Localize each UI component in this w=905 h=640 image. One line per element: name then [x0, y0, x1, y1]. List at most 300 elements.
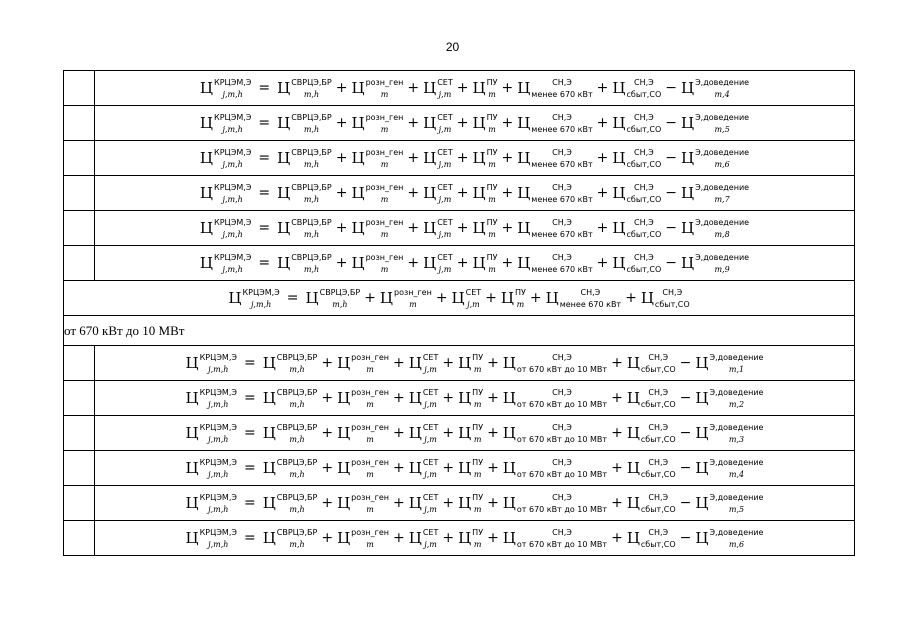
formula-row [64, 346, 855, 381]
subscript: m [516, 299, 525, 309]
formula-term [452, 288, 482, 309]
price-symbol: Ц [472, 219, 486, 237]
formula-term [351, 218, 403, 239]
term-scripts [627, 78, 662, 99]
term-scripts [200, 423, 237, 444]
term-scripts [487, 183, 498, 204]
plus-sign: + [392, 355, 405, 371]
term-scripts [517, 388, 607, 409]
superscript: СН,Э [552, 422, 572, 432]
subscript: j,m [438, 159, 452, 169]
formula-term [612, 218, 661, 239]
price-symbol: Ц [502, 424, 516, 442]
term-scripts [641, 493, 676, 514]
subscript: m [473, 399, 482, 409]
price-symbol: Ц [262, 494, 276, 512]
superscript: розн_ген [351, 422, 389, 432]
plus-sign: + [407, 255, 420, 271]
superscript: розн_ген [394, 287, 432, 297]
formula-term [546, 288, 621, 309]
superscript: СЕТ [437, 112, 453, 122]
subscript: m [380, 229, 389, 239]
formula-term [409, 423, 439, 444]
formula-term [517, 183, 592, 204]
superscript: СН,Э [552, 147, 572, 157]
term-scripts [351, 353, 389, 374]
term-scripts [437, 218, 453, 239]
subscript: сбыт,СО [626, 264, 662, 274]
superscript: розн_ген [365, 112, 404, 122]
price-symbol: Ц [517, 184, 531, 202]
superscript: розн_ген [365, 182, 404, 192]
price-symbol: Ц [517, 254, 531, 272]
superscript: СН,Э [552, 182, 572, 192]
superscript: СВРЦЭ,БР [276, 527, 318, 537]
plus-sign: + [596, 255, 609, 271]
price-symbol: Ц [695, 529, 709, 547]
superscript: КРЦЭМ,Э [199, 422, 237, 432]
subscript: j,m [424, 434, 437, 444]
blank-cell [64, 346, 95, 381]
equals-sign: = [243, 425, 256, 441]
term-scripts [641, 423, 676, 444]
subscript: m [366, 364, 374, 374]
superscript: СВРЦЭ,БР [291, 217, 332, 227]
subscript: от 670 кВт до 10 МВт [516, 469, 608, 479]
price-symbol: Ц [695, 424, 709, 442]
term-scripts [437, 253, 453, 274]
term-scripts [351, 388, 389, 409]
price-symbol: Ц [502, 459, 516, 477]
minus-sign: − [679, 425, 692, 441]
price-symbol: Ц [680, 184, 695, 202]
plus-sign: + [596, 150, 609, 166]
formula-term [306, 288, 361, 309]
formula-term [627, 458, 676, 479]
formula-term [277, 183, 332, 204]
subscript: j,m,h [208, 434, 229, 444]
subscript: сбыт,СО [654, 299, 690, 309]
term-scripts [291, 113, 332, 134]
formula-term [503, 388, 607, 409]
superscript: розн_ген [365, 252, 404, 262]
subscript: сбыт,СО [626, 89, 662, 99]
price-symbol: Ц [517, 219, 531, 237]
minus-sign: − [665, 220, 677, 236]
superscript: СВРЦЭ,БР [276, 422, 318, 432]
superscript: розн_ген [351, 492, 389, 502]
price-symbol: Ц [517, 79, 531, 97]
superscript: ПУ [486, 147, 498, 157]
term-scripts [291, 253, 332, 274]
price-symbol: Ц [408, 494, 422, 512]
term-scripts [423, 528, 439, 549]
formula-lhs [186, 528, 237, 549]
superscript: СЕТ [422, 492, 439, 502]
term-scripts [709, 493, 763, 514]
subscript: m,1 [728, 364, 745, 374]
plus-sign: + [392, 425, 405, 441]
price-symbol: Ц [640, 289, 654, 307]
price-symbol: Ц [277, 219, 291, 237]
subscript: j,m [424, 364, 437, 374]
price-symbol: Ц [626, 354, 640, 372]
term-scripts [627, 148, 662, 169]
plus-sign: + [611, 355, 623, 371]
subscript: m [473, 434, 482, 444]
price-symbol: Ц [199, 149, 214, 167]
term-scripts [394, 288, 432, 309]
subscript: менее 670 кВт [531, 229, 593, 239]
formula [186, 353, 764, 374]
plus-sign: + [407, 115, 420, 131]
term-scripts [487, 113, 498, 134]
formula-lhs [186, 388, 237, 409]
term-scripts [517, 528, 607, 549]
subscript: j,m [438, 229, 452, 239]
price-symbol: Ц [351, 114, 365, 132]
term-scripts [200, 528, 237, 549]
price-symbol: Ц [199, 219, 214, 237]
subscript: менее 670 кВт [531, 264, 593, 274]
formula-term [472, 148, 497, 169]
formula-row [64, 71, 855, 106]
formula-term [681, 218, 749, 239]
formula-table-body [64, 71, 855, 556]
price-symbol: Ц [517, 149, 531, 167]
term-scripts [214, 253, 251, 274]
superscript: Э,доведение [695, 252, 750, 262]
superscript: розн_ген [365, 77, 404, 87]
superscript: КРЦЭМ,Э [214, 217, 252, 227]
formula-term [695, 423, 763, 444]
formula-term [423, 253, 453, 274]
subscript: j,m [438, 264, 452, 274]
formula-term [627, 388, 676, 409]
superscript: СН,Э [552, 77, 572, 87]
term-scripts [515, 288, 526, 309]
subscript: m [488, 194, 496, 204]
subscript: j,m,h [208, 504, 229, 514]
formula-term [458, 493, 483, 514]
term-scripts [695, 78, 749, 99]
price-symbol: Ц [262, 389, 276, 407]
formula-lhs [186, 423, 237, 444]
formula-term [458, 528, 483, 549]
subscript: менее 670 кВт [531, 194, 593, 204]
superscript: СВРЦЭ,БР [291, 147, 332, 157]
superscript: СЕТ [422, 387, 439, 397]
blank-cell [64, 486, 95, 521]
price-symbol: Ц [451, 289, 465, 307]
subscript: m,h [303, 264, 320, 274]
term-scripts [366, 113, 404, 134]
price-symbol: Ц [423, 79, 437, 97]
superscript: Э,доведение [709, 527, 764, 537]
formula-term [612, 113, 661, 134]
price-symbol: Ц [458, 389, 472, 407]
formula-term [409, 493, 439, 514]
price-symbol: Ц [337, 389, 351, 407]
formula-cell [95, 211, 855, 246]
formula-term [351, 183, 403, 204]
formula-term [337, 458, 389, 479]
formula-lhs [186, 493, 237, 514]
formula [186, 493, 764, 514]
subscript: m [366, 399, 374, 409]
superscript: СЕТ [437, 217, 453, 227]
term-scripts [695, 218, 749, 239]
term-scripts [423, 493, 439, 514]
plus-sign: + [321, 530, 334, 546]
plus-sign: + [625, 290, 637, 306]
term-scripts [277, 458, 318, 479]
subscript: менее 670 кВт [559, 299, 622, 309]
price-symbol: Ц [185, 424, 199, 442]
term-scripts [366, 253, 404, 274]
plus-sign: + [529, 290, 542, 306]
price-symbol: Ц [626, 494, 640, 512]
formula-term [263, 353, 318, 374]
blank-cell [64, 416, 95, 451]
formula-term [472, 253, 497, 274]
superscript: Э,доведение [709, 492, 764, 502]
term-scripts [200, 458, 237, 479]
formula-term [695, 493, 763, 514]
formula [186, 458, 764, 479]
plus-sign: + [596, 185, 609, 201]
formula [200, 218, 749, 239]
formula-term [458, 388, 483, 409]
subscript: m [366, 539, 374, 549]
superscript: ПУ [472, 457, 484, 467]
price-symbol: Ц [612, 254, 626, 272]
price-symbol: Ц [502, 494, 516, 512]
minus-sign: − [679, 355, 692, 371]
plus-sign: + [442, 390, 455, 406]
plus-sign: + [364, 290, 376, 306]
term-scripts [214, 113, 251, 134]
plus-sign: + [501, 80, 514, 96]
term-scripts [277, 493, 318, 514]
formula-row [64, 416, 855, 451]
equals-sign: = [243, 530, 256, 546]
plus-sign: + [456, 255, 469, 271]
superscript: ПУ [472, 387, 484, 397]
superscript: СВРЦЭ,БР [276, 457, 318, 467]
formula-term [423, 113, 453, 134]
minus-sign: − [665, 255, 677, 271]
term-scripts [423, 423, 439, 444]
superscript: СН,Э [648, 422, 669, 432]
subscript: от 670 кВт до 10 МВт [516, 364, 608, 374]
formula-lhs [200, 148, 251, 169]
price-symbol: Ц [408, 529, 422, 547]
term-scripts [437, 113, 453, 134]
superscript: КРЦЭМ,Э [214, 77, 252, 87]
price-symbol: Ц [423, 219, 437, 237]
subscript: m,6 [714, 159, 730, 169]
superscript: СЕТ [422, 422, 439, 432]
subscript: j,m,h [222, 89, 243, 99]
formula-term [612, 148, 661, 169]
term-scripts [366, 218, 404, 239]
formula-term [423, 183, 453, 204]
plus-sign: + [407, 150, 420, 166]
price-symbol: Ц [472, 149, 486, 167]
price-symbol: Ц [545, 289, 559, 307]
price-symbol: Ц [337, 529, 351, 547]
price-symbol: Ц [408, 354, 422, 372]
formula-term [695, 353, 763, 374]
price-symbol: Ц [337, 424, 351, 442]
superscript: СВРЦЭ,БР [319, 287, 361, 297]
minus-sign: − [679, 495, 692, 511]
term-scripts [200, 493, 237, 514]
term-scripts [655, 288, 690, 309]
term-scripts [641, 528, 676, 549]
formula-term [503, 458, 607, 479]
subscript: m [380, 89, 389, 99]
superscript: СВРЦЭ,БР [276, 492, 318, 502]
formula-cell [95, 176, 855, 211]
term-scripts [487, 253, 498, 274]
price-symbol: Ц [626, 529, 640, 547]
price-symbol: Ц [472, 79, 486, 97]
subscript: менее 670 кВт [531, 159, 593, 169]
term-scripts [517, 458, 607, 479]
term-scripts [709, 458, 763, 479]
term-scripts [277, 423, 318, 444]
superscript: СН,Э [648, 527, 669, 537]
superscript: КРЦЭМ,Э [214, 147, 252, 157]
subscript: m [366, 469, 374, 479]
term-scripts [351, 423, 389, 444]
plus-sign: + [335, 255, 348, 271]
subscript: m [488, 124, 496, 134]
price-symbol: Ц [680, 219, 695, 237]
equals-sign: = [258, 115, 271, 131]
superscript: СН,Э [634, 112, 654, 122]
plus-sign: + [321, 390, 334, 406]
subscript: m,6 [728, 539, 745, 549]
subscript: m,h [332, 299, 348, 309]
term-scripts [517, 423, 607, 444]
term-scripts [709, 353, 763, 374]
superscript: Э,доведение [695, 112, 750, 122]
plus-sign: + [392, 495, 405, 511]
subscript: сбыт,СО [640, 434, 676, 444]
superscript: ПУ [486, 182, 498, 192]
subscript: сбыт,СО [640, 539, 676, 549]
term-scripts [200, 353, 237, 374]
price-symbol: Ц [695, 389, 709, 407]
term-scripts [531, 78, 592, 99]
superscript: Э,доведение [695, 182, 750, 192]
subscript: сбыт,СО [640, 469, 676, 479]
formula-table [63, 70, 855, 556]
superscript: Э,доведение [695, 217, 750, 227]
subscript: j,m,h [222, 194, 243, 204]
formula [186, 528, 764, 549]
formula-term [503, 353, 607, 374]
formula-term [458, 353, 483, 374]
price-symbol: Ц [199, 184, 214, 202]
plus-sign: + [335, 150, 348, 166]
term-scripts [291, 148, 332, 169]
superscript: КРЦЭМ,Э [214, 112, 252, 122]
superscript: СН,Э [552, 252, 572, 262]
subscript: от 670 кВт до 10 МВт [516, 539, 608, 549]
price-symbol: Ц [408, 389, 422, 407]
plus-sign: + [501, 185, 514, 201]
formula [200, 253, 749, 274]
superscript: СЕТ [422, 352, 439, 362]
subscript: менее 670 кВт [531, 124, 593, 134]
price-symbol: Ц [458, 529, 472, 547]
superscript: СВРЦЭ,БР [291, 112, 332, 122]
plus-sign: + [487, 530, 499, 546]
price-symbol: Ц [612, 79, 626, 97]
term-scripts [560, 288, 621, 309]
price-symbol: Ц [680, 149, 695, 167]
formula-cell [95, 141, 855, 176]
superscript: розн_ген [351, 387, 389, 397]
formula-row [64, 176, 855, 211]
price-symbol: Ц [337, 459, 351, 477]
price-symbol: Ц [351, 149, 365, 167]
formula-lhs [200, 183, 251, 204]
formula-row [64, 381, 855, 416]
plus-sign: + [392, 460, 405, 476]
term-scripts [214, 78, 251, 99]
price-symbol: Ц [612, 219, 626, 237]
price-symbol: Ц [351, 219, 365, 237]
formula-term [351, 148, 403, 169]
term-scripts [351, 493, 389, 514]
plus-sign: + [487, 495, 499, 511]
plus-sign: + [321, 495, 334, 511]
term-scripts [351, 528, 389, 549]
term-scripts [641, 458, 676, 479]
subscript: m [488, 159, 496, 169]
term-scripts [531, 253, 592, 274]
plus-sign: + [407, 80, 420, 96]
superscript: СН,Э [634, 182, 654, 192]
subscript: m,9 [714, 264, 730, 274]
term-scripts [351, 458, 389, 479]
plus-sign: + [456, 80, 469, 96]
superscript: КРЦЭМ,Э [199, 527, 237, 537]
term-scripts [242, 288, 279, 309]
formula-term [458, 423, 483, 444]
formula-term [277, 78, 332, 99]
price-symbol: Ц [472, 114, 486, 132]
term-scripts [366, 78, 404, 99]
formula-term [472, 78, 497, 99]
plus-sign: + [456, 220, 469, 236]
plus-sign: + [487, 390, 499, 406]
formula-term [263, 528, 318, 549]
formula [200, 113, 749, 134]
subscript: j,m [424, 539, 437, 549]
subscript: сбыт,СО [640, 504, 676, 514]
term-scripts [291, 218, 332, 239]
term-scripts [472, 423, 483, 444]
price-symbol: Ц [680, 79, 695, 97]
formula-term [263, 388, 318, 409]
price-symbol: Ц [626, 459, 640, 477]
